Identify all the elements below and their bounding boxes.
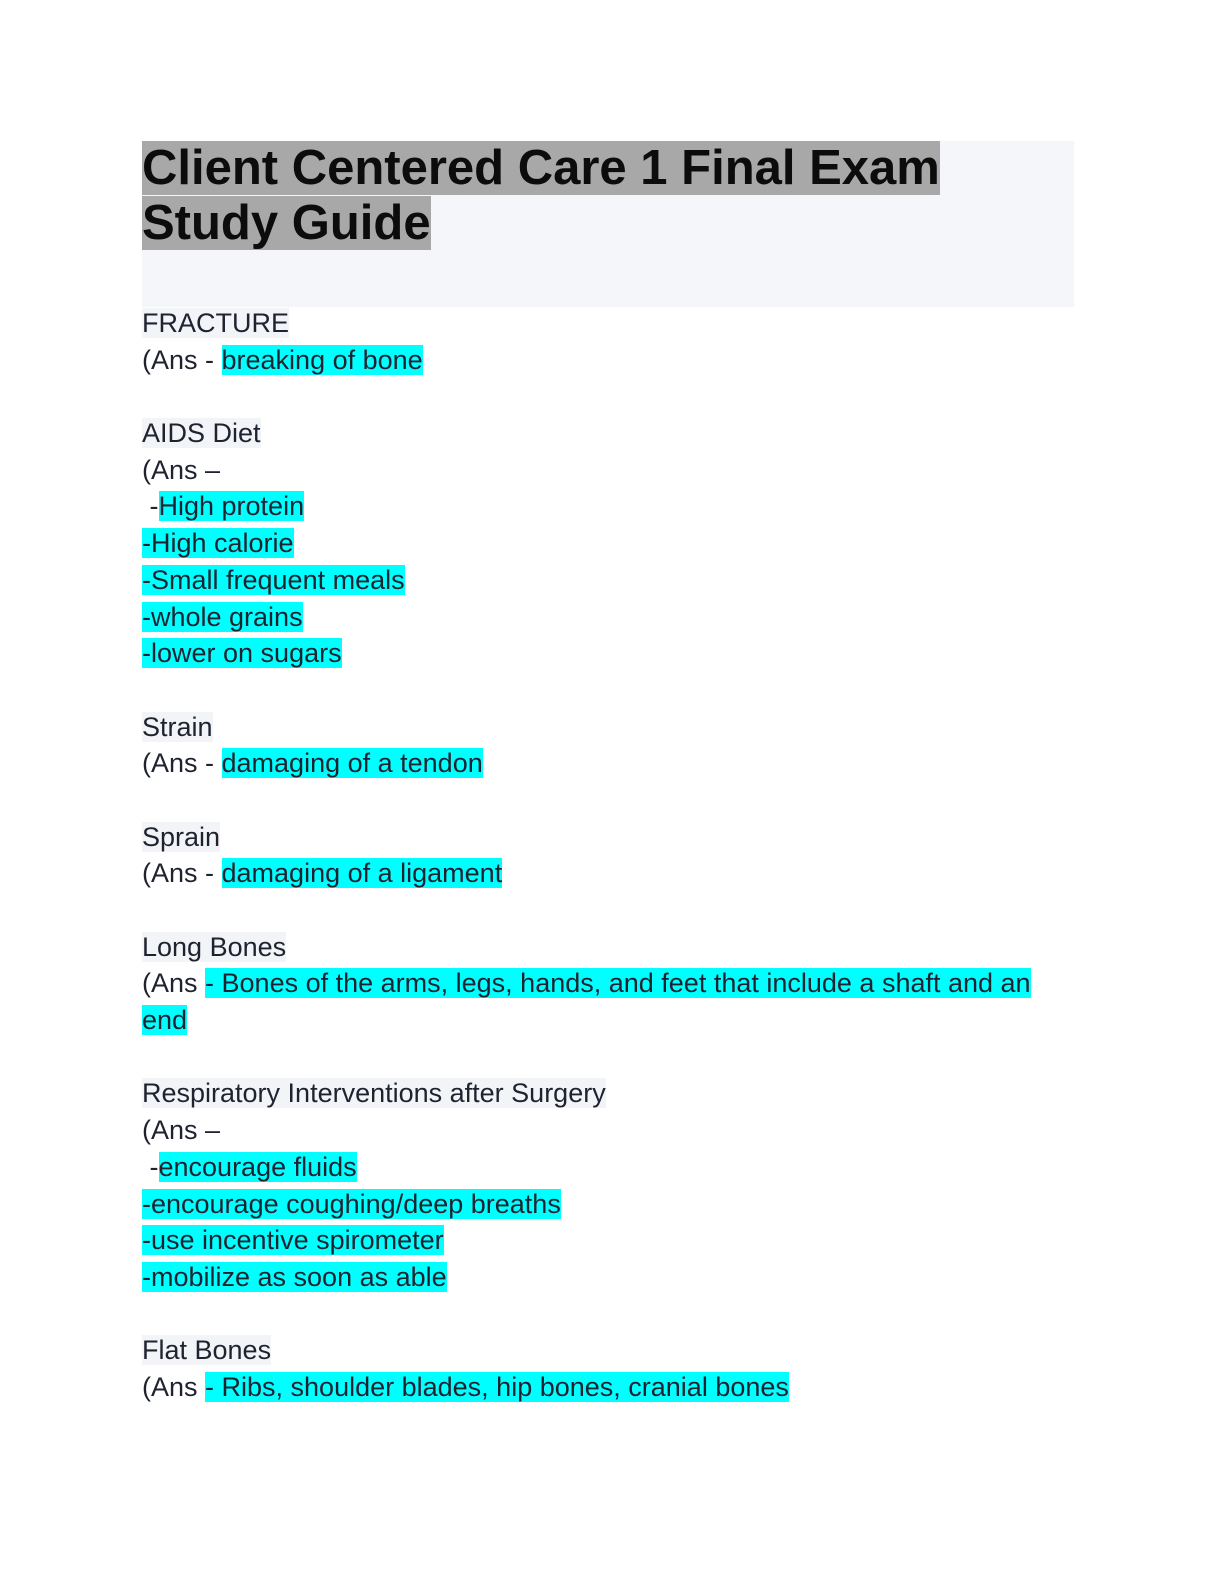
answer-flat-bones — [142, 1369, 1082, 1406]
answer-fracture — [142, 342, 1082, 379]
question-text: FRACTURE — [142, 308, 289, 338]
question-fracture — [142, 305, 1082, 342]
answer-text: damaging of a ligament — [221, 858, 503, 889]
answer-respiratory-interventions — [142, 1112, 1082, 1149]
answer-list-text: -whole grains — [142, 601, 303, 632]
study-guide-content — [142, 305, 1082, 1406]
answer-prefix: (Ans — [142, 968, 206, 999]
answer-list-item — [142, 635, 1082, 672]
answer-list-text: High protein — [158, 491, 305, 522]
question-aids-diet — [142, 415, 1082, 452]
question-text: AIDS Diet — [142, 418, 261, 449]
answer-list-item — [142, 488, 1082, 525]
question-text: Strain — [142, 711, 213, 742]
answer-list-text: -lower on sugars — [142, 638, 342, 669]
answer-list-item — [142, 525, 1082, 562]
answer-list-item — [142, 1259, 1082, 1296]
answer-long-bones-cont — [142, 1002, 1082, 1039]
answer-prefix: (Ans - — [142, 858, 222, 889]
question-text: Respiratory Interventions after Surgery — [142, 1078, 606, 1109]
title-block — [142, 141, 1074, 307]
answer-prefix: (Ans - — [142, 344, 222, 375]
answer-list-item — [142, 562, 1082, 599]
answer-list-text: -mobilize as soon as able — [142, 1261, 447, 1292]
answer-list-text: encourage fluids — [158, 1151, 357, 1182]
answer-aids-diet — [142, 452, 1082, 489]
answer-list-item — [142, 599, 1082, 636]
answer-list-text: -encourage coughing/deep breaths — [142, 1188, 561, 1219]
question-respiratory-interventions — [142, 1075, 1082, 1112]
question-long-bones — [142, 929, 1082, 966]
answer-text: breaking of bone — [221, 344, 423, 375]
question-strain — [142, 709, 1082, 746]
answer-list-item — [142, 1149, 1082, 1186]
answer-prefix: (Ans — [142, 1371, 206, 1402]
question-text: Sprain — [142, 821, 221, 852]
answer-strain — [142, 745, 1082, 782]
answer-long-bones — [142, 965, 1082, 1002]
answer-text: - Bones of the arms, legs, hands, and feet that include a shaft and an — [205, 968, 1031, 999]
answer-text: damaging of a tendon — [221, 748, 483, 779]
answer-list-text: -use incentive spirometer — [142, 1225, 444, 1256]
page-title-text: Client Centered Care 1 Final Exam Study Guide — [142, 141, 940, 250]
answer-text: - Ribs, shoulder blades, hip bones, cranial bones — [205, 1371, 789, 1402]
answer-list-item — [142, 1222, 1082, 1259]
answer-prefix: (Ans – — [142, 1115, 221, 1146]
answer-prefix: (Ans – — [142, 454, 221, 485]
answer-prefix: (Ans - — [142, 748, 222, 779]
question-sprain — [142, 819, 1082, 856]
answer-text-continued: end — [142, 1005, 188, 1036]
answer-list-text: -High calorie — [142, 528, 294, 559]
answer-sprain — [142, 855, 1082, 892]
question-flat-bones — [142, 1332, 1082, 1369]
page-title — [142, 141, 1074, 251]
answer-list-item — [142, 1186, 1082, 1223]
list-prefix: - — [142, 491, 159, 522]
question-text: Flat Bones — [142, 1335, 272, 1366]
question-text: Long Bones — [142, 931, 287, 962]
list-prefix: - — [142, 1151, 159, 1182]
answer-list-text: -Small frequent meals — [142, 564, 405, 595]
